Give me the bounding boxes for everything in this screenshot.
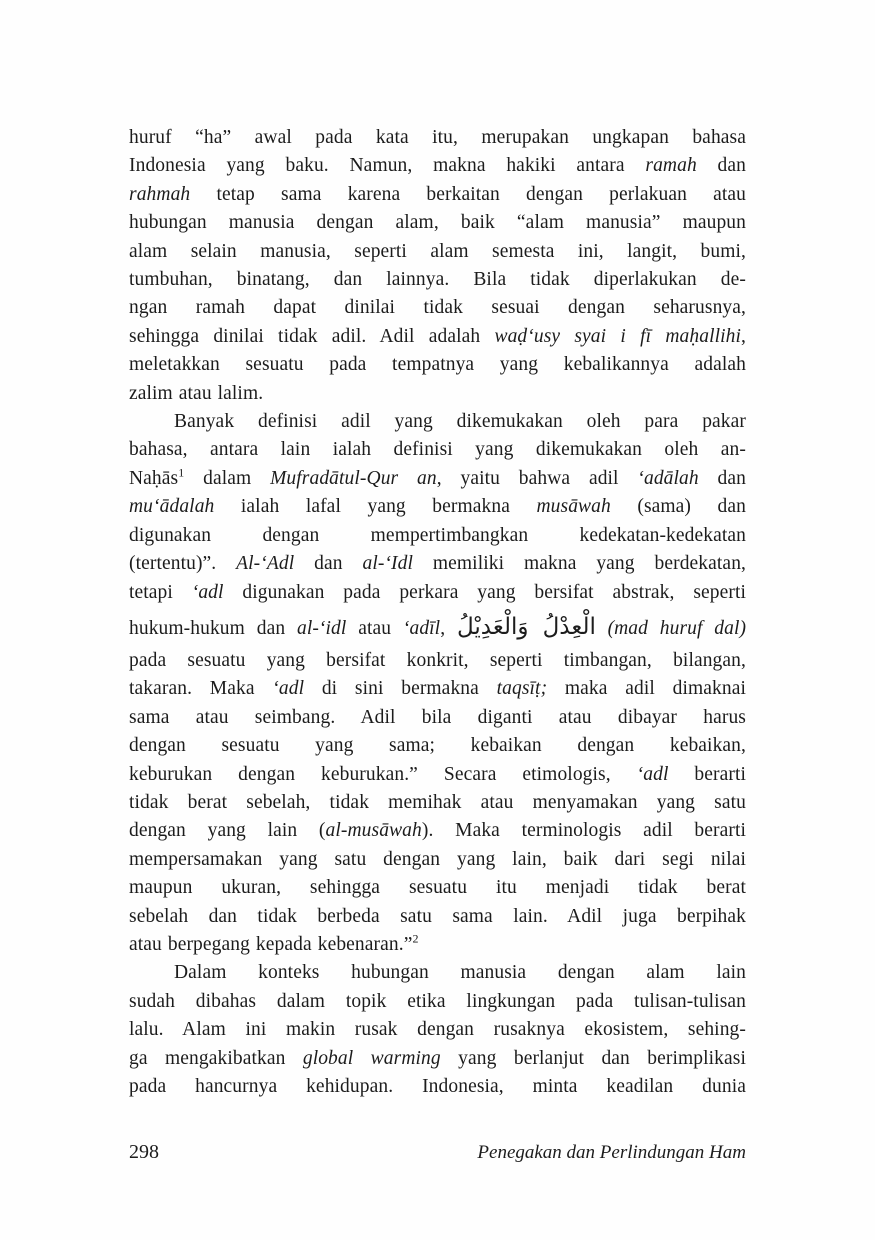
- text-run: huruf “ha” awal pada kata itu, merupakan ungkapan bahasa: [129, 127, 746, 148]
- text-run: Dalam konteks hubungan manusia dengan alam lain: [174, 962, 746, 984]
- text-line: [129, 607, 746, 647]
- italic-run: ramah: [645, 155, 697, 177]
- italic-run: ‘adl: [191, 581, 224, 603]
- text-run: (tertentu)”.: [129, 553, 237, 575]
- text-run: atau berpegang kepada kebenaran.”: [129, 933, 413, 955]
- text-run: digunakan dengan mempertimbangkan kedekatan-kedekatan: [129, 524, 746, 546]
- text-run: pada hancurnya kehidupan. Indonesia, minta keadilan dunia: [129, 1076, 746, 1097]
- text-run: Naḥās: [129, 467, 179, 489]
- running-title: Penegakan dan Perlindungan Ham: [477, 1142, 746, 1163]
- italic-run: al-musāwah: [325, 820, 422, 842]
- text-line: [129, 465, 746, 493]
- text-run: yang berlanjut dan berimplikasi: [440, 1047, 746, 1069]
- text-line: [129, 408, 746, 436]
- text-line: [129, 436, 746, 464]
- text-line: [129, 1016, 746, 1044]
- text-run: maka adil dimaknai: [547, 678, 746, 700]
- italic-run: mu‘ādalah: [129, 496, 215, 518]
- page-number: 298: [129, 1141, 159, 1163]
- text-run: keburukan dengan keburukan.” Secara etimologis,: [129, 763, 637, 785]
- text-line: [129, 294, 746, 322]
- text-line: [129, 959, 746, 987]
- text-run: dan: [696, 155, 747, 177]
- text-run: Indonesia yang baku. Namun, makna hakiki antara: [129, 155, 646, 177]
- text-line: [129, 493, 746, 521]
- text-run: hubungan manusia dengan alam, baik “alam manusia” maupun: [129, 212, 746, 234]
- text-run: mempersamakan yang satu dengan yang lain, baik dari segi nilai: [129, 848, 746, 870]
- text-run: ga mengakibatkan: [129, 1047, 303, 1069]
- text-run: [596, 618, 608, 639]
- text-run: sudah dibahas dalam topik etika lingkungan pada tulisan-tulisan: [129, 990, 746, 1012]
- text-run: ,: [741, 325, 746, 347]
- text-line: [129, 761, 746, 789]
- text-run: ialah lafal yang bermakna: [214, 496, 537, 518]
- italic-run: ‘adīl: [402, 617, 441, 639]
- italic-run: ‘adl: [272, 678, 305, 700]
- text-run: Banyak definisi adil yang dikemukakan oleh para pakar: [174, 411, 746, 433]
- text-line: [129, 351, 746, 379]
- text-run: (sama) dan: [610, 496, 746, 518]
- text-run: digunakan pada perkara yang bersifat abstrak, seperti: [223, 581, 746, 603]
- text-run: meletakkan sesuatu pada tempatnya yang kebalikannya adalah: [129, 354, 746, 376]
- text-run: hukum-hukum dan: [129, 617, 297, 639]
- text-run: berarti: [668, 763, 746, 785]
- text-run: ,: [440, 617, 457, 639]
- text-run: dan: [698, 467, 746, 489]
- text-run: alam selain manusia, seperti alam semesta ini, langit, bumi,: [129, 240, 746, 262]
- text-run: sama atau seimbang. Adil bila diganti atau dibayar harus: [129, 706, 746, 728]
- text-line: [129, 380, 746, 408]
- text-run: pada sesuatu yang bersifat konkrit, seperti timbangan, bilangan,: [129, 649, 746, 671]
- text-line: [129, 988, 746, 1016]
- text-line: [129, 647, 746, 675]
- italic-run: (mad huruf dal): [607, 617, 746, 639]
- italic-run: musāwah: [536, 496, 611, 518]
- text-line: [129, 931, 746, 959]
- text-line: [129, 675, 746, 703]
- text-run: ). Maka terminologis adil berarti: [421, 820, 746, 842]
- text-run: takaran. Maka: [129, 678, 273, 700]
- footnote-ref: 2: [412, 931, 419, 946]
- text-run: ngan ramah dapat dinilai tidak sesuai dengan seharusnya,: [129, 297, 746, 319]
- text-line: [129, 903, 746, 931]
- italic-run: global warming: [302, 1047, 441, 1069]
- text-line: [129, 323, 746, 351]
- text-line: [129, 152, 746, 180]
- italic-run: rahmah: [129, 183, 191, 205]
- text-run: tetapi: [129, 581, 192, 603]
- text-run: memiliki makna yang berdekatan,: [413, 553, 747, 575]
- text-run: maupun ukuran, sehingga sesuatu itu menjadi tidak berat: [129, 877, 746, 899]
- text-run: di sini bermakna: [304, 678, 497, 700]
- italic-run: al-‘idl: [296, 617, 347, 639]
- text-line: [129, 846, 746, 874]
- text-line: [129, 550, 746, 578]
- italic-run: waḍ‘usy syai i fī maḥallihi: [494, 325, 742, 347]
- page-footer: [129, 1141, 746, 1164]
- text-run: bahasa, antara lain ialah definisi yang dikemukakan oleh an-: [129, 439, 746, 461]
- italic-run: taqsīṭ;: [496, 678, 548, 700]
- text-run: tumbuhan, binatang, dan lainnya. Bila tidak diperlakukan de-: [129, 269, 746, 291]
- text-line: [129, 209, 746, 237]
- text-line: [129, 579, 746, 607]
- body-text: [129, 124, 746, 1101]
- text-run: lalu. Alam ini makin rusak dengan rusaknya ekosistem, sehing-: [129, 1019, 746, 1041]
- text-line: [129, 732, 746, 760]
- text-line: [129, 238, 746, 266]
- text-run: atau: [346, 617, 403, 639]
- arabic-run: الْعِدْلُ وَالْعَدِيْلُ: [456, 613, 596, 640]
- text-line: [129, 522, 746, 550]
- text-line: [129, 1073, 746, 1101]
- text-line: [129, 266, 746, 294]
- italic-run: al-‘Idl: [362, 553, 414, 575]
- text-run: dengan yang lain (: [129, 820, 326, 842]
- text-line: [129, 704, 746, 732]
- italic-run: ‘adālah: [637, 467, 699, 489]
- footnote-ref: 1: [178, 465, 185, 480]
- text-line: [129, 789, 746, 817]
- text-run: sebelah dan tidak berbeda satu sama lain. Adil juga berpihak: [129, 905, 746, 927]
- text-line: [129, 874, 746, 902]
- text-run: sehingga dinilai tidak adil. Adil adalah: [129, 325, 495, 347]
- text-run: , yaitu bahwa adil: [436, 467, 638, 489]
- italic-run: ‘adl: [636, 763, 669, 785]
- text-line: [129, 181, 746, 209]
- italic-run: Mufradātul-Qur an: [270, 467, 437, 489]
- text-run: zalim atau lalim.: [129, 382, 264, 404]
- text-line: [129, 124, 746, 152]
- text-run: dalam: [184, 467, 271, 489]
- text-run: tidak berat sebelah, tidak memihak atau menyamakan yang satu: [129, 791, 746, 813]
- text-line: [129, 817, 746, 845]
- text-run: dengan sesuatu yang sama; kebaikan dengan kebaikan,: [129, 735, 746, 757]
- text-run: tetap sama karena berkaitan dengan perlakuan atau: [190, 183, 746, 205]
- text-run: dan: [294, 553, 363, 575]
- italic-run: Al-‘Adl: [236, 553, 295, 575]
- text-line: [129, 1045, 746, 1073]
